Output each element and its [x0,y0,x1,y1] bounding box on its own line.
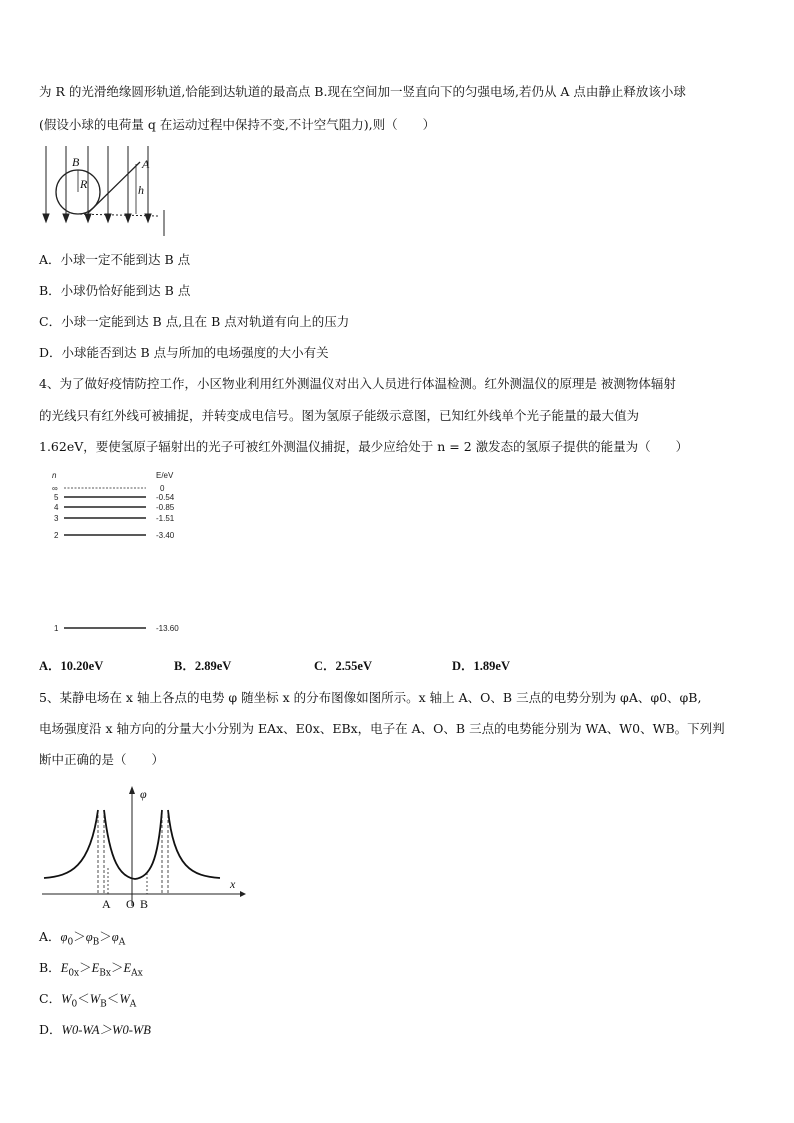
q5-option-c [39,989,136,1010]
q3-track-figure [36,140,170,240]
q5-option-d-expression: W0-WA＞W0-WB [61,1023,151,1037]
level-e-4: -0.85 [156,503,175,512]
q3-option-d: D．小球能否到达 B 点与所加的电场强度的大小有关 [39,345,329,360]
q5-option-a-term3-sub: A [118,937,126,948]
point-B-label: B [140,897,149,911]
incline-track [88,162,140,213]
q5-option-b-term3: E [123,961,132,975]
level-e-1: -13.60 [156,624,179,633]
level-e-3: -1.51 [156,514,175,523]
label-A: A [142,157,150,171]
q4-stem-line1: 4、为了做好疫情防控工作，小区物业利用红外测温仪对出入人员进行体温检测。红外测温仪的原理是 被测物体辐射 [39,376,676,391]
e-header: E/eV [156,471,174,480]
q5-option-c-term2: W [89,992,101,1006]
q5-option-c-term2-sub: B [100,999,107,1010]
label-B: B [72,155,80,169]
x-axis-label: x [230,877,236,891]
q5-option-b [39,958,143,979]
curve-left-branch [44,810,98,878]
curve-middle-branch [104,810,162,879]
q5-option-b-op2: ＞ [111,960,124,975]
q3-option-b: B．小球仍恰好能到达 B 点 [39,283,191,298]
level-n-3: 3 [54,514,59,523]
q5-option-b-term1: E [60,961,69,975]
level-e-inf: 0 [160,484,165,493]
q4-stem-line3: 1.62eV，要使氢原子辐射出的光子可被红外测温仪捕捉，最少应给处于 n = 2 激发态的氢原子提供的能量为（ ） [39,439,689,454]
energy-level-diagram [48,468,228,638]
q5-option-a-term3: φ [111,930,119,944]
q3-stem-line2: (假设小球的电荷量 q 在运动过程中保持不变,不计空气阻力),则（ ） [39,117,436,132]
q4-option-c: C．2.55eV [314,659,372,673]
q5-stem-line2-tail: Ax、E0x、EBx，电子在 A、O、B 三点的电势能分别为 WA、W0、WB。下列判 [267,721,725,736]
point-O-label: O [126,897,135,911]
q4-option-d: D．1.89eV [452,659,510,673]
level-n-5: 5 [54,493,59,502]
q4-stem-line2: 的光线只有红外线可被捕捉，并转变成电信号。图为氢原子能级示意图，已知红外线单个光子能量的最大值为 [39,408,640,423]
point-A-label: A [102,897,111,911]
q4-option-b: B．2.89eV [174,659,232,673]
q5-stem-line3: 断中正确的是（ ） [39,752,165,767]
q4-option-a: A．10.20eV [39,659,104,673]
q5-option-a-term2: φ [85,930,93,944]
q5-option-c-term1: W [61,992,72,1006]
q5-option-d [39,1020,151,1038]
q5-option-a-op2: ＞ [99,929,112,944]
q5-option-c-op1: ＜ [77,991,90,1006]
q5-option-a-prefix: A． [39,929,61,944]
potential-graph [40,782,250,912]
q5-stem-line2 [39,719,725,737]
label-h: h [138,183,144,197]
n-header: n [52,471,57,480]
q5-option-a-term2-sub: B [92,937,100,948]
q3-option-c: C．小球一定能到达 B 点,且在 B 点对轨道有向上的压力 [39,314,350,329]
q5-stem-line2-main: 电场强度沿 x 轴方向的分量大小分别为 E [39,721,268,736]
q5-stem-line1-tail: A、φ0、φB, [628,690,702,705]
level-n-2: 2 [54,531,59,540]
q5-option-a [39,927,125,948]
q5-option-d-prefix: D． [39,1022,62,1037]
q5-option-b-term2: E [91,961,100,975]
q3-option-a: A．小球一定不能到达 B 点 [39,252,191,267]
q5-option-a-op1: ＞ [73,929,86,944]
q5-option-b-op1: ＞ [79,960,92,975]
q5-option-c-prefix: C． [39,991,62,1006]
q5-option-a-term1-sub: 0 [67,937,74,948]
curve-right-branch [168,810,220,878]
label-R: R [80,177,88,191]
level-e-2: -3.40 [156,531,175,540]
level-n-inf: ∞ [52,484,58,493]
q5-option-c-term3: W [119,992,130,1006]
q5-option-b-prefix: B． [39,960,61,975]
y-axis-label: φ [140,787,147,801]
q5-option-b-term1-sub: 0x [68,968,80,979]
q5-stem-line1-main: 5、某静电场在 x 轴上各点的电势 φ 随坐标 x 的分布图像如图所示。x 轴上 A、O、B 三点的电势分别为 φ [39,690,629,705]
q3-stem-line1: 为 R 的光滑绝缘圆形轨道,恰能到达轨道的最高点 B.现在空间加一竖直向下的匀强电场,若仍从 A 点由静止释放该小球 [39,84,686,99]
q5-option-b-term2-sub: Bx [99,968,111,979]
q5-option-c-term3-sub: A [129,999,137,1010]
q5-stem-line1 [39,688,701,706]
q5-option-c-op2: ＜ [106,991,120,1006]
level-n-4: 4 [54,503,59,512]
q5-option-b-term3-sub: Ax [131,968,143,979]
level-n-1: 1 [54,624,59,633]
q5-option-c-term1-sub: 0 [71,999,78,1010]
q5-option-a-term1: φ [60,930,68,944]
level-e-5: -0.54 [156,493,175,502]
